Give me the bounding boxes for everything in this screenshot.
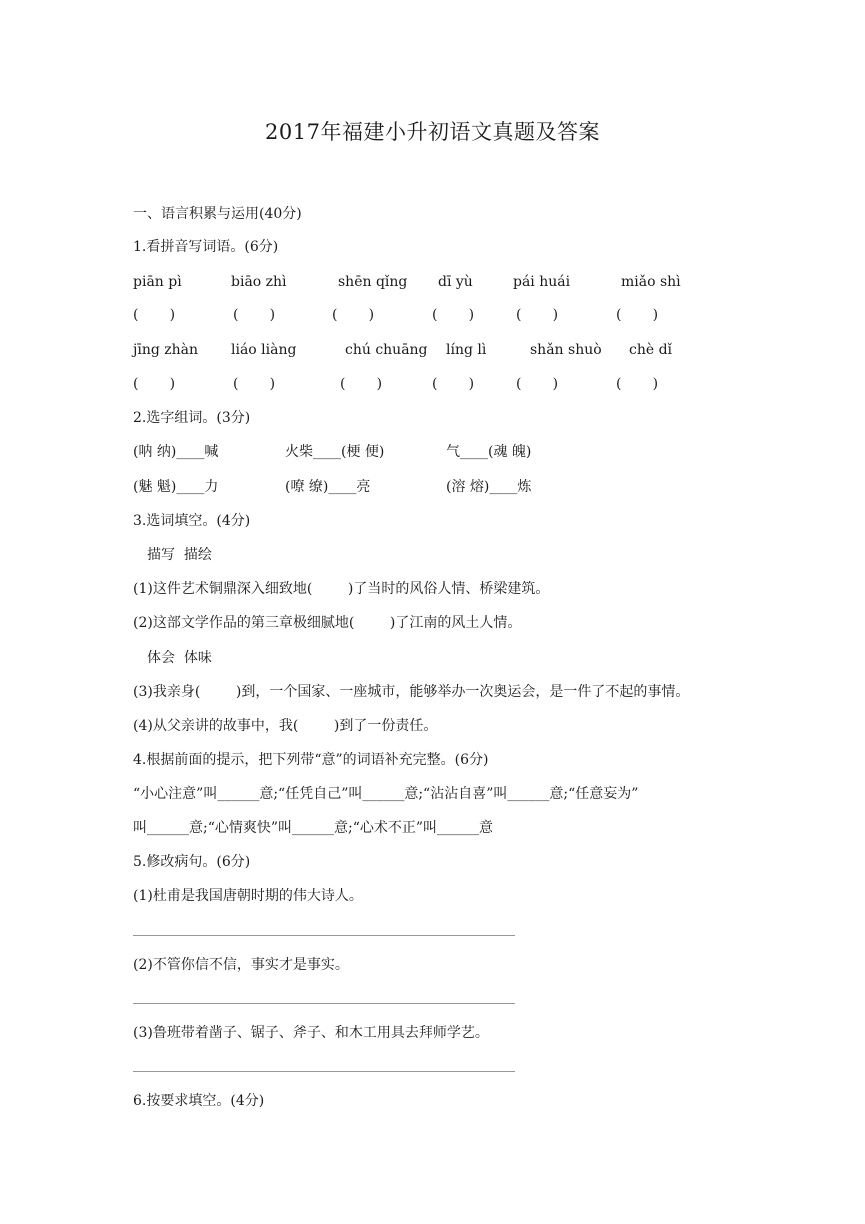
word-choice-item: 火柴____(梗 便)	[285, 444, 385, 460]
word-options: 描写 描绘	[147, 547, 212, 563]
pinyin-item: biāo zhì	[231, 274, 287, 290]
pinyin-item: líng lì	[446, 342, 487, 358]
answer-bracket[interactable]: ( )	[432, 376, 475, 392]
question-1-heading: 1.看拼音写词语。(6分)	[133, 239, 279, 255]
pinyin-item: liáo liàng	[231, 342, 297, 358]
answer-bracket[interactable]: ( )	[432, 307, 475, 323]
question-4-heading: 4.根据前面的提示，把下列带“意”的词语补充完整。(6分)	[133, 752, 489, 768]
answer-line[interactable]	[133, 1003, 515, 1004]
question-5-heading: 5.修改病句。(6分)	[133, 854, 251, 870]
pinyin-item: dī yù	[438, 274, 473, 290]
question-6-heading: 6.按要求填空。(4分)	[133, 1093, 265, 1109]
sick-sentence: (3)鲁班带着凿子、锯子、斧子、和木工用具去拜师学艺。	[133, 1025, 489, 1041]
answer-line[interactable]	[133, 1071, 515, 1072]
answer-bracket[interactable]: ( )	[340, 376, 383, 392]
pinyin-item: shǎn shuò	[530, 342, 602, 358]
pinyin-item: jīng zhàn	[133, 342, 199, 358]
sick-sentence: (1)杜甫是我国唐朝时期的伟大诗人。	[133, 888, 363, 904]
answer-bracket[interactable]: ( )	[233, 307, 276, 323]
answer-bracket[interactable]: ( )	[516, 376, 559, 392]
fill-sentence: (4)从父亲讲的故事中，我( )到了一份责任。	[133, 718, 438, 734]
sick-sentence: (2)不管你信不信，事实才是事实。	[133, 957, 349, 973]
answer-bracket[interactable]: ( )	[133, 376, 176, 392]
word-choice-item: 气____(魂 魄)	[446, 444, 532, 460]
answer-bracket[interactable]: ( )	[616, 376, 659, 392]
question-2-heading: 2.选字组词。(3分)	[133, 410, 251, 426]
pinyin-item: shēn qǐng	[338, 274, 408, 290]
fill-sentence: (3)我亲身( )到，一个国家、一座城市，能够举办一次奥运会，是一件了不起的事情。	[133, 684, 690, 700]
word-choice-item: (呐 纳)____喊	[133, 444, 219, 460]
pinyin-item: chè dǐ	[629, 342, 673, 358]
answer-line[interactable]	[133, 935, 515, 936]
answer-bracket[interactable]: ( )	[516, 307, 559, 323]
answer-bracket[interactable]: ( )	[233, 376, 276, 392]
fill-line: 叫______意;“心情爽快”叫______意;“心术不正”叫______意	[133, 820, 494, 836]
question-3-heading: 3.选词填空。(4分)	[133, 513, 251, 529]
page-title: 2017年福建小升初语文真题及答案	[265, 120, 600, 144]
word-choice-item: (嘹 缭)____亮	[285, 479, 371, 495]
fill-sentence: (2)这部文学作品的第三章极细腻地( )了江南的风土人情。	[133, 615, 522, 631]
answer-bracket[interactable]: ( )	[332, 307, 375, 323]
fill-sentence: (1)这件艺术铜鼎深入细致地( )了当时的风俗人情、桥梁建筑。	[133, 581, 550, 597]
pinyin-item: miǎo shì	[621, 274, 681, 290]
pinyin-item: piān pì	[133, 274, 182, 290]
word-options: 体会 体味	[147, 650, 212, 666]
section-heading: 一、语言积累与运用(40分)	[133, 206, 302, 222]
pinyin-item: chú chuāng	[345, 342, 428, 358]
answer-bracket[interactable]: ( )	[133, 307, 176, 323]
word-choice-item: (魅 魁)____力	[133, 479, 219, 495]
answer-bracket[interactable]: ( )	[616, 307, 659, 323]
word-choice-item: (溶 熔)____炼	[446, 479, 532, 495]
fill-line: “小心注意”叫______意;“任凭自己”叫______意;“沾沾自喜”叫______意;“任意妄为”	[133, 786, 639, 802]
pinyin-item: pái huái	[513, 274, 571, 290]
